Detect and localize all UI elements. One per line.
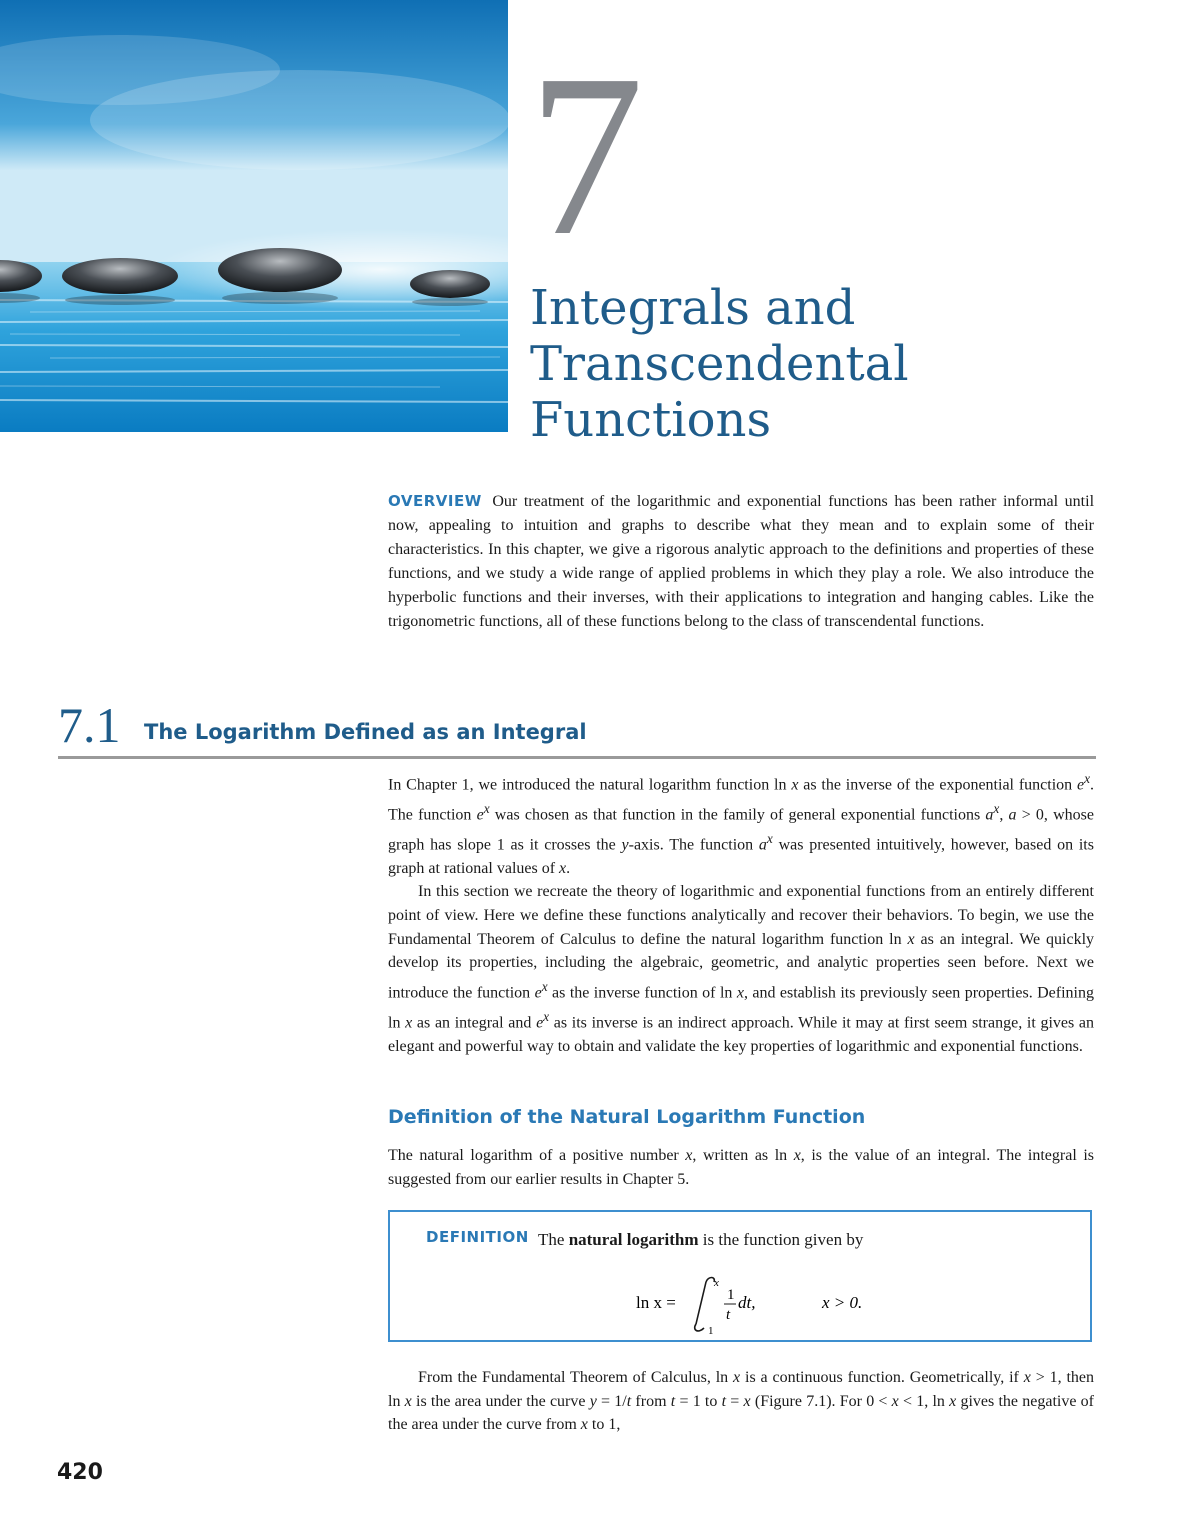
section-title: The Logarithm Defined as an Integral: [144, 720, 587, 744]
integral-lower-limit: 1: [708, 1325, 714, 1336]
closing-paragraph: From the Fundamental Theorem of Calculus, ln x is a continuous function. Geometrically, if x > 1, then ln x is the area under the curve y = 1/t from t = 1 to t = x (Figure 7.1). For 0 < x < 1, ln x gives the negative of the area under the curve from x to 1,: [388, 1369, 1095, 1434]
definition-box: [388, 1210, 1092, 1342]
natural-log-integral-formula: [636, 1272, 896, 1336]
fraction-numerator: 1: [727, 1287, 735, 1303]
chapter-number: 7: [528, 27, 644, 284]
formula-lhs: ln x =: [636, 1293, 676, 1312]
overview-text: Our treatment of the logarithmic and exponential functions has been rather informal until now, appealing to intuition and graphs to describe what they mean and to explain some of their characteristics. In this chapter, we give a rigorous analytic approach to the definitions and properties of these functions, and we study a wide range of applied problems in which they play a role. We also introduce the hyperbolic functions and their inverses, with their applications to integration and hanging cables. Like the trigonometric functions, all of these functions belong to the class of transcendental functions.: [388, 493, 1095, 630]
overview-label: OVERVIEW: [388, 492, 482, 510]
section-number: 7.1: [58, 697, 121, 753]
integral-sign-icon: [695, 1278, 715, 1331]
subsection-title: Definition of the Natural Logarithm Function: [388, 1106, 866, 1128]
page-number: 420: [57, 1460, 103, 1485]
water-stones-illustration: [0, 0, 508, 432]
chapter-title-line-2: Transcendental: [530, 336, 909, 392]
chapter-title: [530, 280, 1090, 448]
intro-paragraph-2: In this section we recreate the theory of logarithmic and exponential functions from an entirely different point of view. Here we define these functions analytically and recover their behaviors. To begin, we use the Fundamental Theorem of Calculus to define the natural logarithm function ln x as an integral. We quickly develop its properties, including the algebraic, geometric, and analytic properties seen before. Next we introduce the function $e^x$ as the inverse function of ln x, and establish its previously seen properties. Defining ln x as an integral and $e^x$ as its inverse is an indirect approach. While it may at first seem strange, it gives an elegant and powerful way to obtain and validate the key properties of logarithmic and exponential functions.: [388, 883, 1095, 1055]
chapter-title-line-1: Integrals and: [530, 280, 856, 336]
chapter-title-line-3: Functions: [530, 392, 772, 448]
integral-upper-limit: x: [714, 1277, 719, 1289]
formula-dt: dt,: [738, 1293, 756, 1312]
chapter-opener-image: [0, 0, 508, 432]
intro-paragraph-1: In Chapter 1, we introduced the natural logarithm function ln x as the inverse of the exponential function $e^x$. The function $e^x$ was chosen as that function in the family of general exponential functions $a^x$, a > 0, whose graph has slope 1 as it crosses the y-axis. The function $a^x$ was presented intuitively, however, based on its graph at rational values of x.: [388, 771, 1095, 877]
fraction-denominator: t: [726, 1307, 731, 1323]
section-intro: [388, 767, 1094, 1058]
formula-condition: x > 0.: [822, 1293, 863, 1312]
section-heading: [58, 696, 1096, 759]
definition-text: The natural logarithm is the function given by: [538, 1230, 864, 1249]
subsection-paragraph: The natural logarithm of a positive number x, written as ln x, is the value of an integral. The integral is suggested from our earlier results in Chapter 5.: [388, 1147, 1094, 1188]
overview-paragraph: [388, 489, 1094, 634]
definition-label: DEFINITION: [426, 1228, 529, 1246]
